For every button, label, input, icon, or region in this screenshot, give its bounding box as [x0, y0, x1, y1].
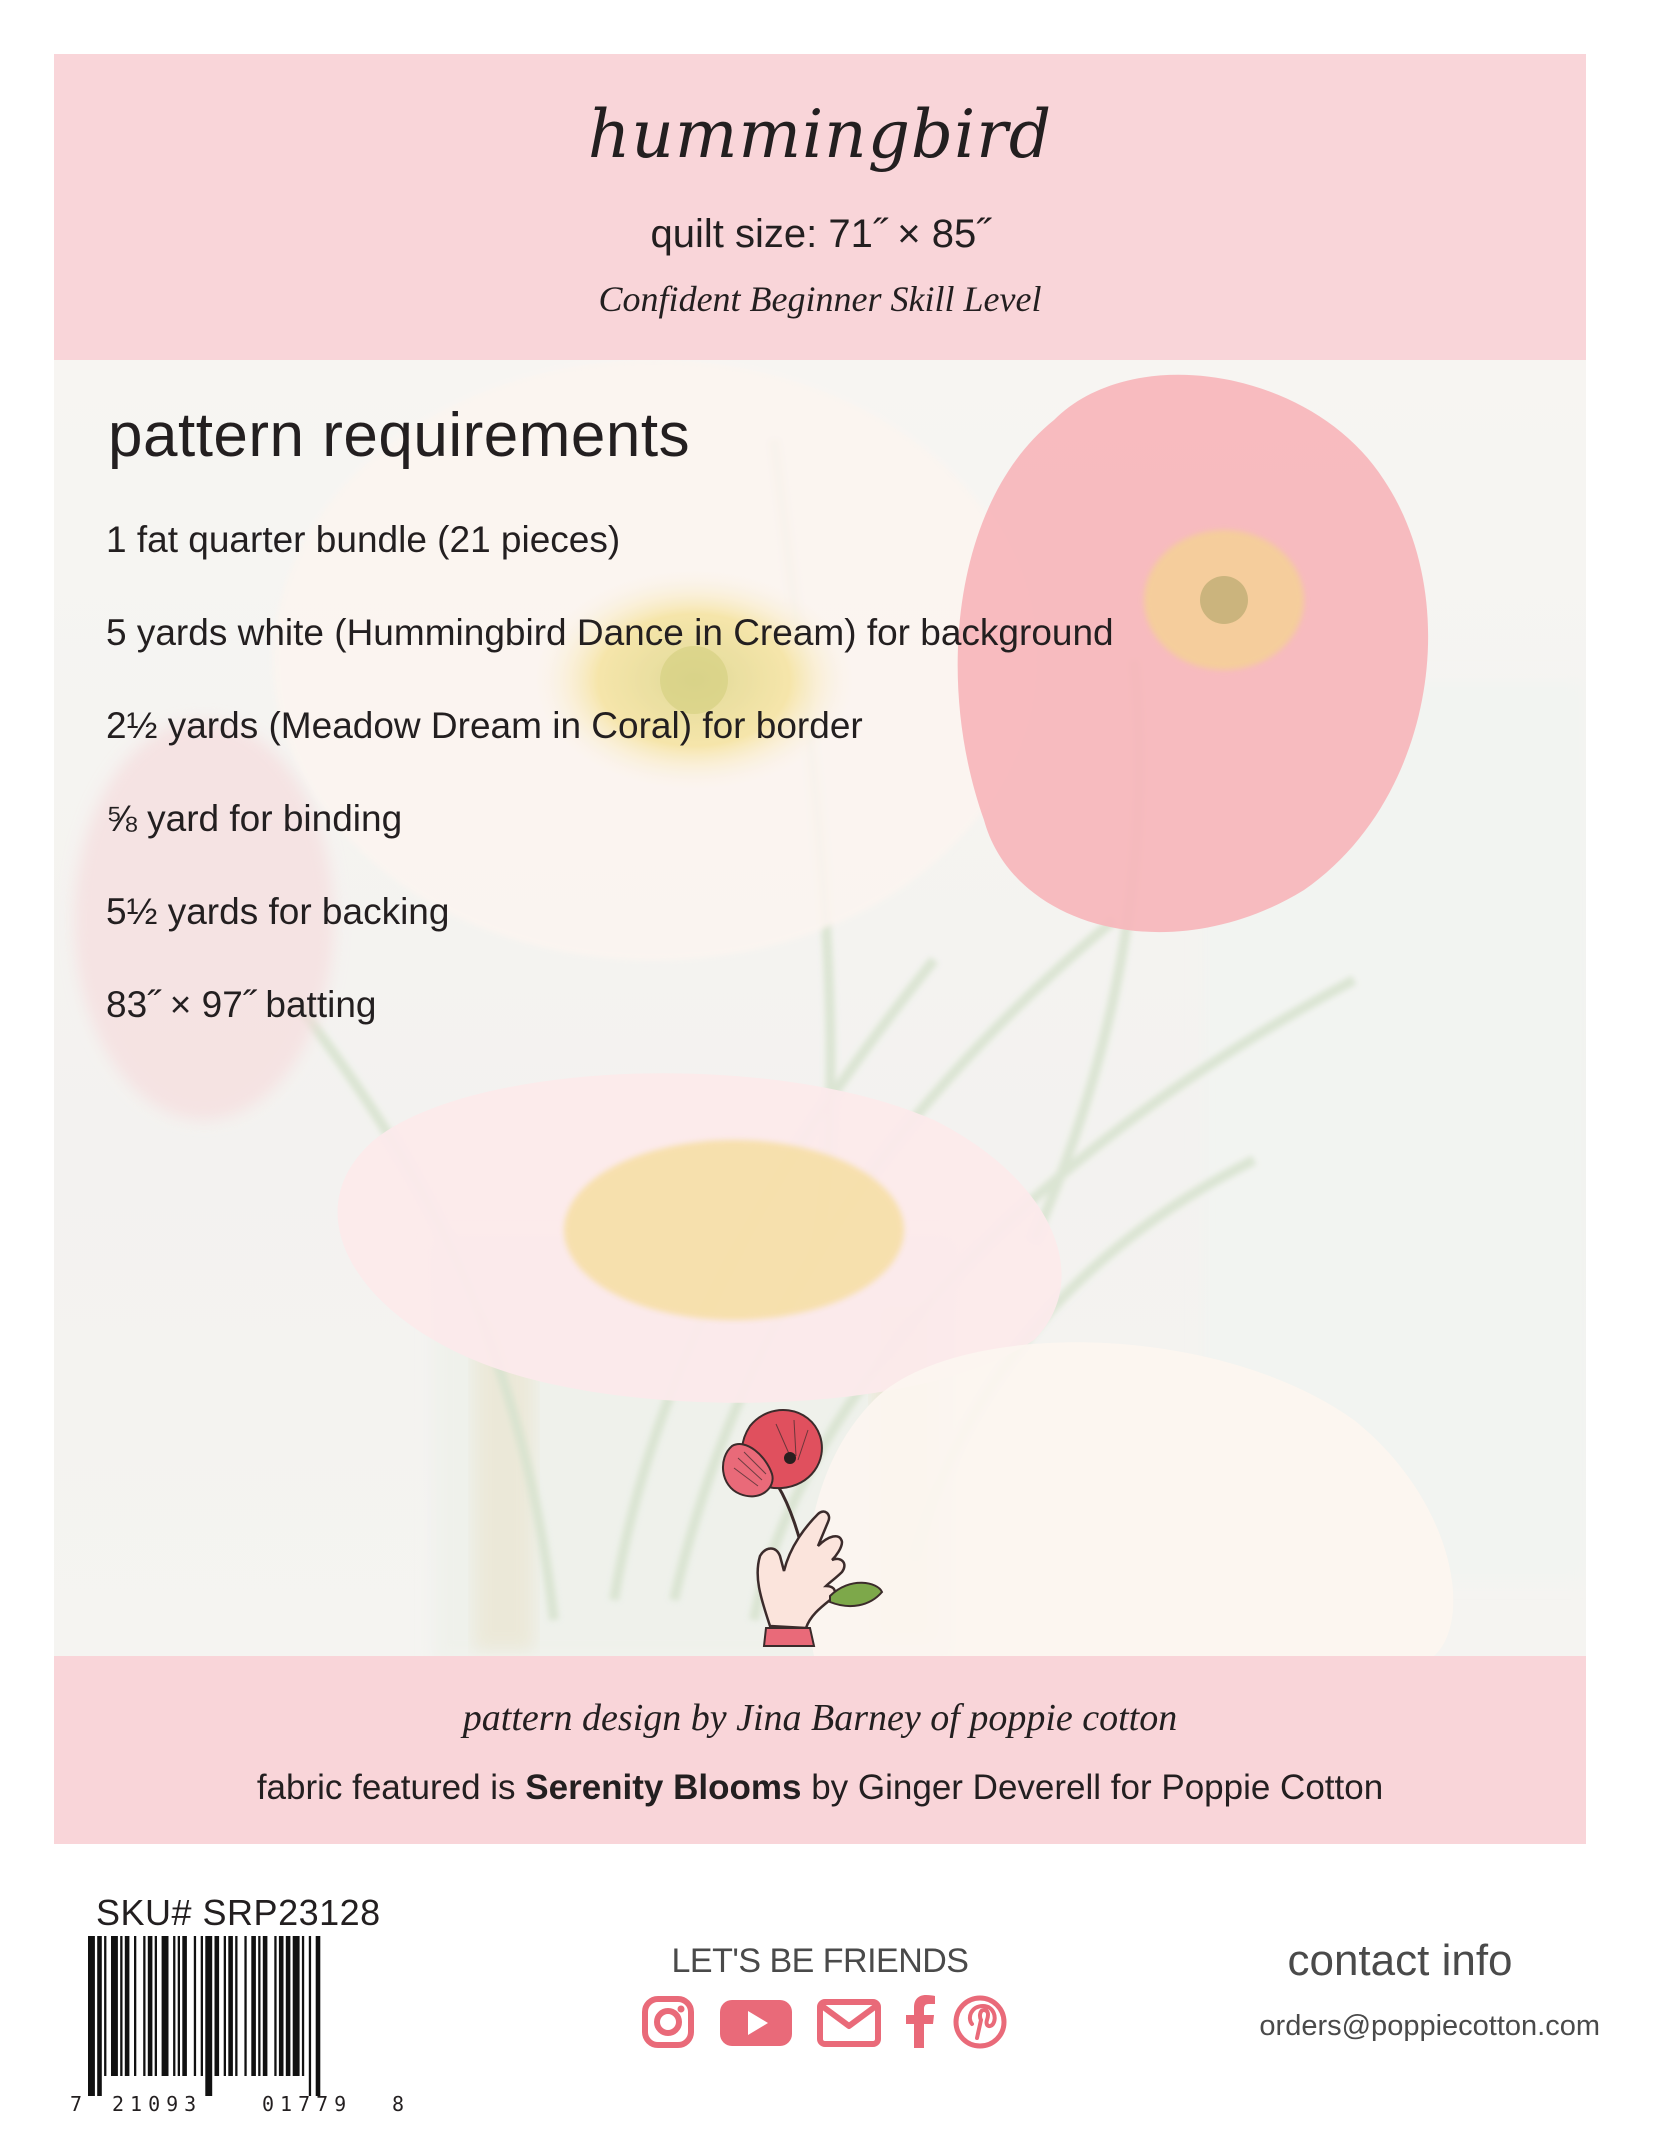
- barcode-bar: [162, 1936, 169, 2076]
- barcode-bar: [104, 1936, 106, 2076]
- poppy-photo: [54, 360, 1586, 1656]
- instagram-icon[interactable]: [640, 1994, 696, 2050]
- requirement-item: 5 yards white (Hummingbird Dance in Cream) for background: [106, 612, 1114, 653]
- credits-band: [54, 1656, 1586, 1844]
- requirements-list: [106, 510, 1114, 1068]
- barcode-bar: [279, 1936, 284, 2076]
- barcode-digit: 7: [70, 2092, 89, 2116]
- barcode-digit: 21093: [112, 2092, 203, 2116]
- barcode-bar: [143, 1936, 145, 2076]
- barcode-bar: [88, 1936, 95, 2096]
- barcode-bar: [111, 1936, 118, 2076]
- social-heading: LET'S BE FRIENDS: [671, 1942, 969, 1980]
- requirement-item: 2½ yards (Meadow Dream in Coral) for border: [106, 705, 863, 746]
- barcode-bar: [224, 1936, 226, 2076]
- fabric-suffix: by Ginger Deverell for Poppie Cotton: [801, 1768, 1384, 1807]
- requirements-title: pattern requirements: [108, 401, 691, 470]
- barcode-bar: [155, 1936, 157, 2076]
- barcode-bar: [244, 1936, 246, 2076]
- fabric-credit: [54, 1768, 1586, 1808]
- requirement-item: ⅝ yard for binding: [106, 798, 403, 839]
- fabric-prefix: fabric featured is: [256, 1768, 526, 1807]
- facebook-icon[interactable]: [902, 1994, 938, 2050]
- sku-label: SKU# SRP23128: [96, 1892, 381, 1933]
- barcode-digit: 01779: [262, 2092, 353, 2116]
- contact-heading: contact info: [1287, 1936, 1513, 1985]
- designer-credit: pattern design by Jina Barney of poppie cotton: [462, 1697, 1178, 1739]
- requirement-item: 83˝ × 97˝ batting: [106, 984, 377, 1025]
- barcode-bar: [134, 1936, 136, 2076]
- barcode-bar: [316, 1936, 321, 2096]
- barcode-bar: [215, 1936, 220, 2076]
- contact-email[interactable]: orders@poppiecotton.com: [1259, 2010, 1600, 2042]
- barcode-bar: [293, 1936, 300, 2076]
- barcode-bar: [274, 1936, 276, 2076]
- barcode-bar: [302, 1936, 304, 2076]
- barcode-bar: [205, 1936, 212, 2096]
- barcode-bar: [286, 1936, 291, 2076]
- hand-poppy-logo: [710, 1396, 890, 1656]
- barcode-bar: [235, 1936, 237, 2076]
- barcode-bar: [258, 1936, 260, 2076]
- barcode: [86, 1936, 406, 2096]
- barcode-bar: [182, 1936, 187, 2076]
- barcode-bar: [148, 1936, 153, 2076]
- quilt-size: quilt size: 71˝ × 85˝: [650, 212, 990, 256]
- barcode-bar: [194, 1936, 196, 2076]
- pattern-name: hummingbird: [587, 96, 1053, 173]
- barcode-bar: [125, 1936, 130, 2076]
- pinterest-icon[interactable]: [952, 1994, 1008, 2050]
- fabric-name: Serenity Blooms: [525, 1768, 802, 1807]
- email-icon[interactable]: [816, 1994, 882, 2050]
- barcode-bar: [97, 1936, 102, 2096]
- barcode-bar: [120, 1936, 122, 2076]
- barcode-bar: [178, 1936, 180, 2076]
- requirement-item: 5½ yards for backing: [106, 891, 450, 932]
- requirement-item: 1 fat quarter bundle (21 pieces): [106, 519, 621, 560]
- barcode-bar: [173, 1936, 175, 2076]
- youtube-icon[interactable]: [718, 1994, 794, 2050]
- social-icons: [640, 1994, 1010, 2054]
- barcode-bar: [251, 1936, 256, 2076]
- barcode-bar: [263, 1936, 268, 2076]
- header-band: [54, 54, 1586, 360]
- barcode-bar: [309, 1936, 311, 2096]
- barcode-digit: 8: [392, 2092, 411, 2116]
- skill-level: Confident Beginner Skill Level: [598, 279, 1042, 319]
- barcode-bar: [201, 1936, 203, 2076]
- barcode-bar: [228, 1936, 233, 2076]
